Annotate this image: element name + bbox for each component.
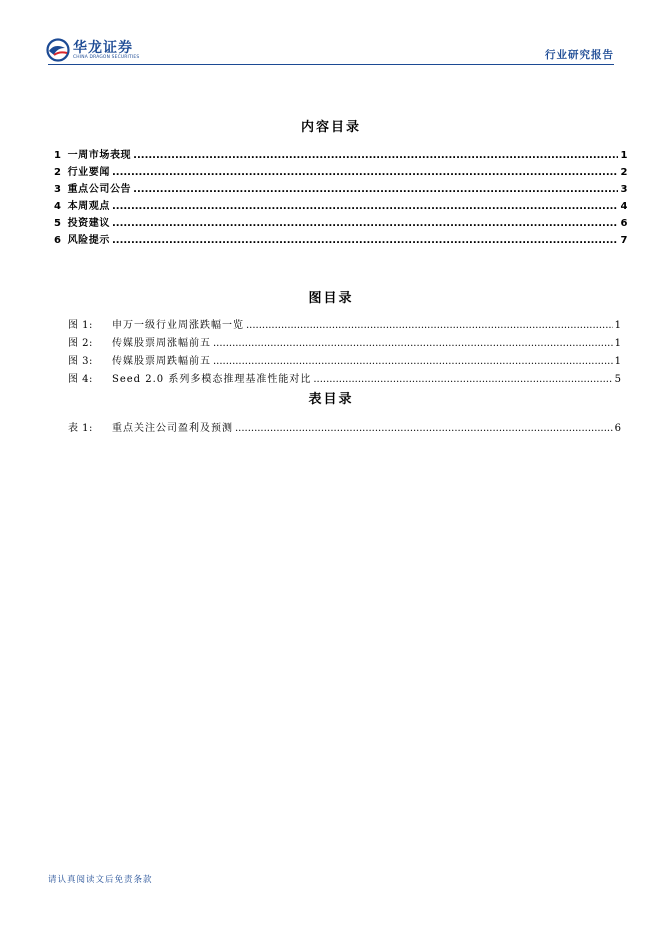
toc-entry-page: 4 — [620, 201, 628, 212]
table-entry[interactable] — [68, 419, 622, 437]
figure-entry-label: 图 4: — [68, 374, 93, 385]
dot-leader — [213, 356, 613, 367]
figure-entry-label: 图 2: — [68, 338, 93, 349]
toc-entry-label: 投资建议 — [67, 218, 110, 229]
toc-entry[interactable] — [54, 180, 628, 197]
dot-leader — [112, 167, 618, 178]
dragon-logo-icon — [46, 38, 70, 62]
toc-list — [54, 146, 628, 248]
toc-entry-number: 2 — [54, 167, 62, 178]
toc-entry-label: 行业要闻 — [67, 167, 110, 178]
dot-leader — [313, 374, 612, 385]
figure-entry-page: 1 — [614, 320, 622, 331]
toc-entry-number: 3 — [54, 184, 62, 195]
figure-list-title: 图目录 — [308, 291, 354, 306]
toc-entry[interactable] — [54, 214, 628, 231]
dot-leader — [112, 235, 618, 246]
toc-entry-number: 1 — [54, 150, 62, 161]
report-type-label: 行业研究报告 — [545, 49, 614, 61]
figure-entry[interactable] — [68, 316, 622, 334]
toc-entry-page: 3 — [620, 184, 628, 195]
figure-entry-label: 图 1: — [68, 320, 93, 331]
toc-entry-number: 6 — [54, 235, 62, 246]
toc-entry-label: 风险提示 — [67, 235, 110, 246]
figure-entry[interactable] — [68, 370, 622, 388]
toc-entry[interactable] — [54, 197, 628, 214]
dot-leader — [235, 423, 613, 434]
toc-entry-page: 2 — [620, 167, 628, 178]
dot-leader — [112, 218, 618, 229]
figure-entry[interactable] — [68, 352, 622, 370]
toc-entry-page: 7 — [620, 235, 628, 246]
figure-entry-text: 传媒股票周跌幅前五 — [112, 356, 211, 367]
page-header — [46, 36, 614, 66]
figure-entry-text: 申万一级行业周涨跌幅一览 — [112, 320, 244, 331]
table-entry-page: 6 — [614, 423, 622, 434]
dot-leader — [133, 184, 618, 195]
toc-entry-page: 6 — [620, 218, 628, 229]
table-entry-text: 重点关注公司盈利及预测 — [112, 423, 233, 434]
toc-title: 内容目录 — [300, 120, 361, 135]
table-list — [68, 419, 622, 437]
dot-leader — [246, 320, 613, 331]
brand-name-cn: 华龙证券 — [73, 40, 133, 56]
toc-entry-page: 1 — [620, 150, 628, 161]
toc-entry[interactable] — [54, 146, 628, 163]
toc-entry[interactable] — [54, 163, 628, 180]
figure-entry-text: 传媒股票周涨幅前五 — [112, 338, 211, 349]
toc-entry-label: 一周市场表现 — [67, 150, 132, 161]
toc-entry-number: 4 — [54, 201, 62, 212]
toc-entry-label: 重点公司公告 — [67, 184, 132, 195]
figure-entry-page: 1 — [614, 356, 622, 367]
header-divider — [48, 64, 614, 65]
dot-leader — [133, 150, 618, 161]
table-entry-label: 表 1: — [68, 423, 93, 434]
dot-leader — [213, 338, 613, 349]
dot-leader — [112, 201, 618, 212]
figure-entry[interactable] — [68, 334, 622, 352]
figure-entry-label: 图 3: — [68, 356, 93, 367]
table-list-title: 表目录 — [308, 392, 354, 407]
toc-entry[interactable] — [54, 231, 628, 248]
figure-entry-page: 5 — [614, 374, 622, 385]
figure-list — [68, 316, 622, 388]
brand-name-en: CHINA DRAGON SECURITIES — [73, 55, 140, 60]
footer-disclaimer: 请认真阅读文后免责条款 — [48, 875, 153, 885]
toc-entry-number: 5 — [54, 218, 62, 229]
figure-entry-text: Seed 2.0 系列多模态推理基准性能对比 — [112, 374, 312, 385]
figure-entry-page: 1 — [614, 338, 622, 349]
toc-entry-label: 本周观点 — [67, 201, 110, 212]
